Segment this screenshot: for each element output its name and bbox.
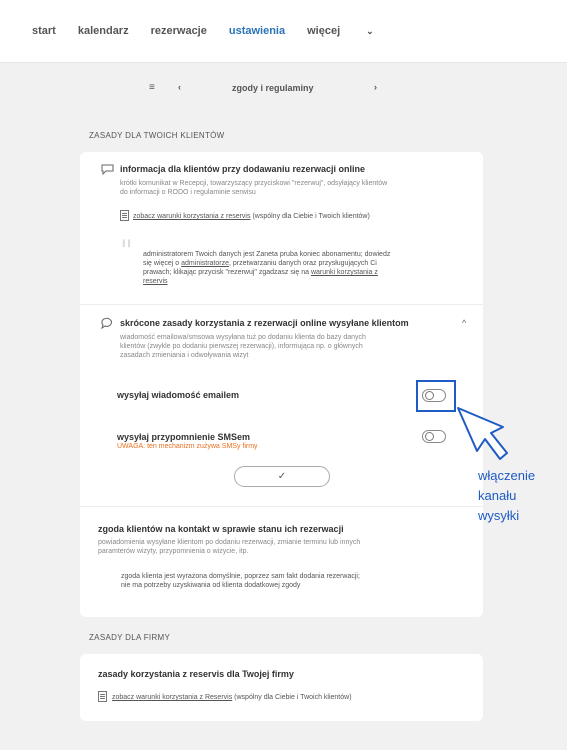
top-navigation-bar	[0, 0, 567, 63]
confirm-button[interactable]	[234, 466, 330, 487]
block1-desc-1: krótki komunikat w Recepcji, towarzyszący przyciskowi "rezerwuj", odsyłający klientów	[120, 180, 388, 187]
nav-rezerwacje[interactable]: rezerwacje	[150, 25, 207, 37]
block1-desc-2: do informacji o RODO i regulaminie serwisu	[120, 189, 256, 196]
block3-note-2: nie ma potrzeby uzyskiwania od klienta dodatkowej zgody	[121, 582, 301, 589]
nav-kalendarz[interactable]: kalendarz	[77, 25, 129, 37]
block1-terms	[133, 212, 370, 221]
block1-quote	[143, 250, 463, 286]
menu-icon[interactable]: ≡	[149, 82, 155, 93]
document-icon	[98, 691, 107, 702]
quote-line-3	[143, 268, 463, 277]
annotation-callout	[478, 466, 558, 526]
email-option-label: wysyłaj wiadomość emailem	[117, 390, 240, 400]
block4-terms	[112, 693, 352, 702]
block3-title: zgoda klientów na kontakt w sprawie stanu ich rezerwacji	[98, 524, 344, 534]
chat-bubble-icon	[101, 164, 114, 175]
company-terms-link[interactable]: zobacz warunki korzystania z Reservis	[112, 694, 233, 701]
collapse-icon[interactable]: ^	[462, 318, 467, 328]
quote-icon: "	[120, 234, 133, 267]
sms-toggle[interactable]	[422, 430, 446, 443]
administrator-link[interactable]: administratorze	[181, 260, 229, 267]
block2-desc-1: wiadomość emailowa/smsowa wysyłana tuż po dodaniu klienta do bazy danych	[120, 334, 366, 341]
terms-inline-link[interactable]: warunki korzystania z	[310, 269, 378, 276]
quote-line-3-pre: prawach; klikając przycisk "rezerwuj" zgadzasz się na	[143, 269, 311, 276]
nav-wiecej[interactable]	[307, 25, 396, 37]
quote-line-1: administratorem Twoich danych jest Zaneta pruba koniec abonamentu; dowiedz	[143, 251, 391, 258]
callout-line-1: włączenie	[478, 468, 536, 483]
annotation-highlight-box	[416, 380, 456, 412]
nav-ustawienia[interactable]: ustawienia	[228, 25, 286, 37]
sms-warning: UWAGA: ten mechanizm zużywa SMSy firmy	[117, 443, 258, 450]
messages-icon	[101, 317, 114, 330]
nav-start[interactable]: start	[32, 25, 56, 37]
main-nav	[32, 25, 418, 37]
terms-suffix: (wspólny dla Ciebie i Twoich klientów)	[250, 213, 370, 220]
section-label-clients: ZASADY DLA TWOICH KLIENTÓW	[89, 131, 225, 140]
annotation-cursor-arrow-icon	[455, 405, 515, 465]
quote-line-4	[143, 277, 463, 286]
company-rules-card	[80, 654, 483, 721]
block2-desc-2: klientów (zwykle po dodaniu pierwszej rezerwacji), informująca np. o głównych	[120, 343, 363, 350]
callout-line-3: wysyłki	[478, 508, 520, 523]
company-terms-suffix: (wspólny dla Ciebie i Twoich klientów)	[232, 694, 352, 701]
block3-desc-2: paramterów wizyty, przypomnienia o wizycie, itp.	[98, 548, 249, 555]
reservis-link[interactable]: reservis	[143, 278, 168, 285]
prev-section-button[interactable]: ‹	[178, 82, 181, 92]
terms-link[interactable]: zobacz warunki korzystania z reservis	[133, 213, 251, 220]
nav-wiecej-label: więcej	[307, 25, 341, 37]
sms-option-label: wysyłaj przypomnienie SMSem	[117, 432, 251, 442]
next-section-button[interactable]: ›	[374, 82, 377, 92]
settings-subnav	[0, 82, 567, 96]
check-icon: ✓	[277, 471, 287, 482]
chevron-down-icon: ⌄	[366, 26, 374, 36]
document-icon	[120, 210, 129, 221]
section-label-company: ZASADY DLA FIRMY	[89, 633, 171, 642]
block2-desc-3: zasadach zmieniania i odwoływania wizyt	[120, 352, 249, 359]
block1-title: informacja dla klientów przy dodawaniu rezerwacji online	[120, 164, 366, 174]
block3-desc-1: powiadomienia wysyłane klientom po dodaniu rezerwacji, zmianie terminu lub innych	[98, 539, 361, 546]
block4-title: zasady korzystania z reservis dla Twojej firmy	[98, 669, 294, 679]
callout-line-2: kanału	[478, 488, 517, 503]
block2-title: skrócone zasady korzystania z rezerwacji online wysyłane klientom	[120, 318, 409, 328]
quote-line-2	[143, 259, 463, 268]
subnav-title: zgody i regulaminy	[232, 83, 314, 93]
quote-line-2-post: , przetwarzaniu danych oraz przysługujących Ci	[229, 260, 377, 267]
toggle-knob	[425, 432, 434, 441]
quote-line-2-pre: się więcej o	[143, 260, 182, 267]
divider	[80, 506, 483, 507]
divider	[80, 304, 483, 305]
block3-note-1: zgoda klienta jest wyrażona domyślnie, poprzez sam fakt dodania rezerwacji;	[121, 573, 360, 580]
